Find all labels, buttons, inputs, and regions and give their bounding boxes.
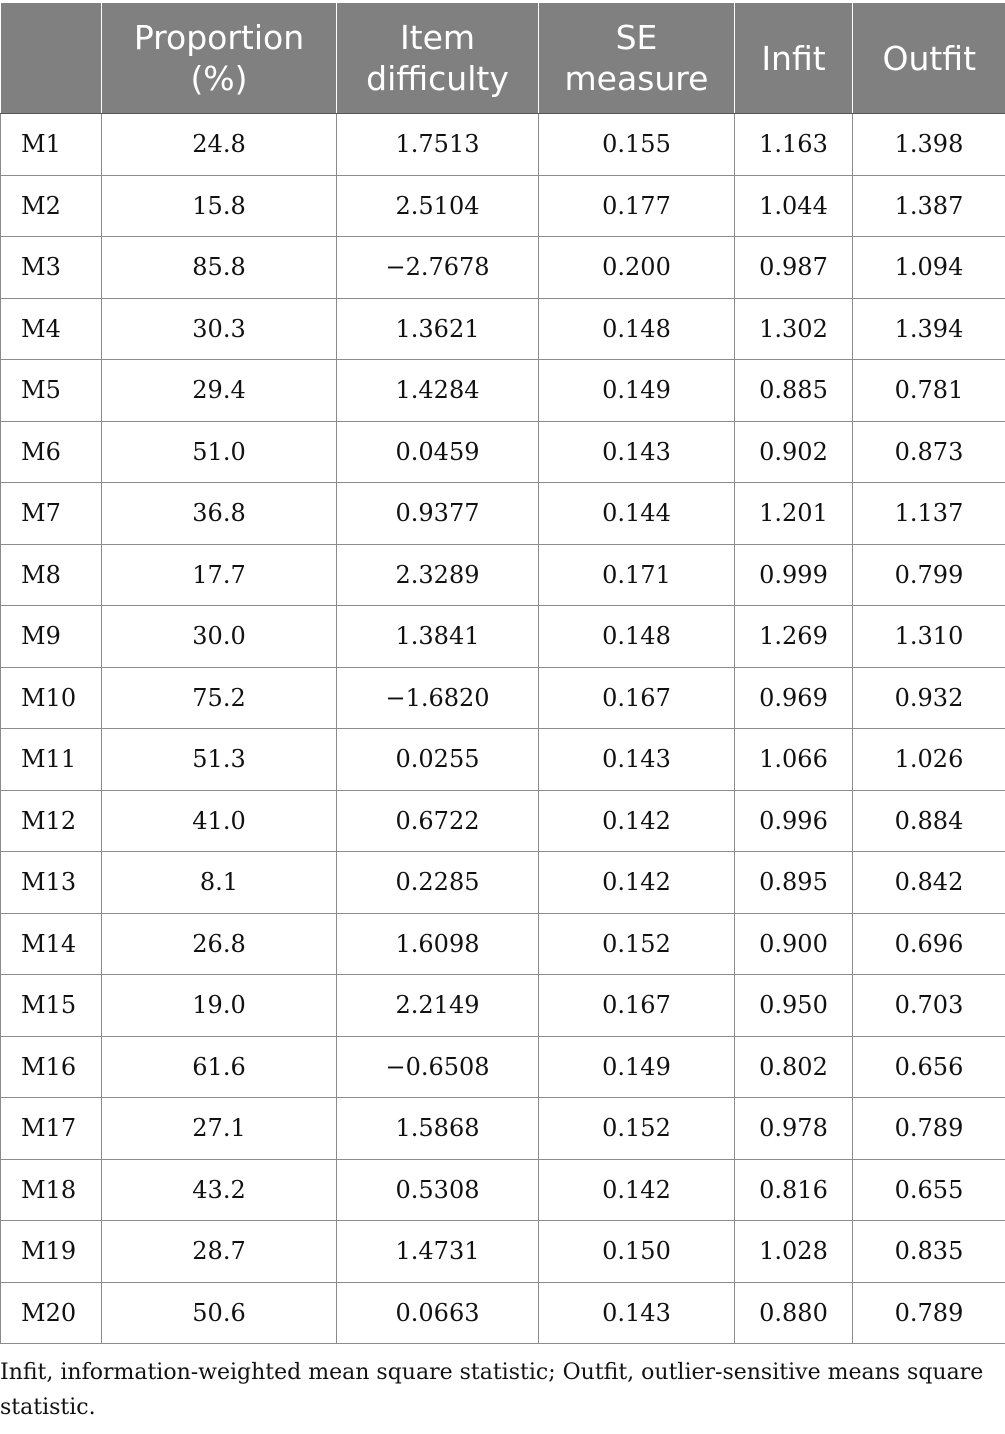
cell-proportion: 17.7	[102, 544, 337, 606]
table-row	[1, 790, 1005, 852]
cell-outfit: 0.799	[853, 544, 1005, 606]
cell-proportion: 85.8	[102, 237, 337, 299]
cell-outfit: 1.137	[853, 483, 1005, 545]
cell-proportion: 50.6	[102, 1282, 337, 1344]
header-proportion-label: Proportion (%)	[133, 18, 305, 98]
cell-item-difficulty: 2.5104	[337, 175, 539, 237]
cell-se-measure: 0.152	[539, 1098, 735, 1160]
cell-item-id: M17	[1, 1098, 102, 1160]
cell-proportion: 29.4	[102, 360, 337, 422]
cell-infit: 1.269	[735, 606, 853, 668]
cell-proportion: 30.0	[102, 606, 337, 668]
cell-se-measure: 0.148	[539, 298, 735, 360]
cell-proportion: 24.8	[102, 114, 337, 176]
cell-proportion: 28.7	[102, 1221, 337, 1283]
cell-item-difficulty: 1.5868	[337, 1098, 539, 1160]
cell-item-difficulty: 1.3621	[337, 298, 539, 360]
cell-outfit: 0.655	[853, 1159, 1005, 1221]
cell-item-id: M11	[1, 729, 102, 791]
cell-outfit: 0.789	[853, 1282, 1005, 1344]
cell-proportion: 27.1	[102, 1098, 337, 1160]
cell-infit: 0.802	[735, 1036, 853, 1098]
table-row	[1, 360, 1005, 422]
cell-se-measure: 0.142	[539, 790, 735, 852]
header-infit: Infit	[735, 3, 853, 114]
table-row	[1, 421, 1005, 483]
table-row	[1, 1282, 1005, 1344]
cell-item-difficulty: 1.7513	[337, 114, 539, 176]
cell-item-difficulty: 2.2149	[337, 975, 539, 1037]
cell-outfit: 1.394	[853, 298, 1005, 360]
table-row	[1, 1221, 1005, 1283]
cell-proportion: 61.6	[102, 1036, 337, 1098]
cell-infit: 1.066	[735, 729, 853, 791]
cell-infit: 0.969	[735, 667, 853, 729]
cell-item-id: M9	[1, 606, 102, 668]
cell-proportion: 43.2	[102, 1159, 337, 1221]
table-header-row	[1, 3, 1005, 114]
cell-outfit: 0.842	[853, 852, 1005, 914]
cell-outfit: 0.932	[853, 667, 1005, 729]
cell-se-measure: 0.142	[539, 852, 735, 914]
cell-item-difficulty: −2.7678	[337, 237, 539, 299]
table-row	[1, 852, 1005, 914]
cell-outfit: 0.789	[853, 1098, 1005, 1160]
cell-item-difficulty: 1.6098	[337, 913, 539, 975]
table-row	[1, 114, 1005, 176]
cell-item-difficulty: 0.0255	[337, 729, 539, 791]
cell-se-measure: 0.143	[539, 729, 735, 791]
cell-item-difficulty: 2.3289	[337, 544, 539, 606]
cell-proportion: 19.0	[102, 975, 337, 1037]
cell-item-difficulty: 0.9377	[337, 483, 539, 545]
cell-item-id: M16	[1, 1036, 102, 1098]
cell-se-measure: 0.149	[539, 1036, 735, 1098]
cell-infit: 0.900	[735, 913, 853, 975]
cell-se-measure: 0.143	[539, 1282, 735, 1344]
cell-outfit: 0.656	[853, 1036, 1005, 1098]
cell-item-difficulty: 0.0459	[337, 421, 539, 483]
cell-item-id: M8	[1, 544, 102, 606]
cell-se-measure: 0.200	[539, 237, 735, 299]
cell-se-measure: 0.171	[539, 544, 735, 606]
cell-item-id: M14	[1, 913, 102, 975]
cell-item-difficulty: −0.6508	[337, 1036, 539, 1098]
cell-se-measure: 0.155	[539, 114, 735, 176]
cell-outfit: 1.094	[853, 237, 1005, 299]
cell-infit: 1.163	[735, 114, 853, 176]
cell-se-measure: 0.143	[539, 421, 735, 483]
cell-item-id: M3	[1, 237, 102, 299]
table-row	[1, 483, 1005, 545]
cell-item-difficulty: 1.4284	[337, 360, 539, 422]
table-row	[1, 237, 1005, 299]
cell-proportion: 26.8	[102, 913, 337, 975]
cell-item-id: M12	[1, 790, 102, 852]
cell-se-measure: 0.150	[539, 1221, 735, 1283]
cell-infit: 0.950	[735, 975, 853, 1037]
header-item-difficulty	[337, 3, 539, 114]
cell-infit: 0.816	[735, 1159, 853, 1221]
cell-item-difficulty: 1.3841	[337, 606, 539, 668]
cell-se-measure: 0.144	[539, 483, 735, 545]
cell-proportion: 15.8	[102, 175, 337, 237]
table-row	[1, 606, 1005, 668]
cell-infit: 0.999	[735, 544, 853, 606]
header-se-measure	[539, 3, 735, 114]
table-row	[1, 1159, 1005, 1221]
cell-outfit: 1.387	[853, 175, 1005, 237]
table-body	[1, 114, 1005, 1344]
cell-item-difficulty: 0.5308	[337, 1159, 539, 1221]
cell-infit: 0.996	[735, 790, 853, 852]
header-item	[1, 3, 102, 114]
cell-infit: 1.302	[735, 298, 853, 360]
cell-infit: 1.044	[735, 175, 853, 237]
cell-item-difficulty: 0.2285	[337, 852, 539, 914]
cell-outfit: 0.835	[853, 1221, 1005, 1283]
table-row	[1, 1098, 1005, 1160]
cell-item-difficulty: 0.6722	[337, 790, 539, 852]
table-row	[1, 298, 1005, 360]
table-row	[1, 1036, 1005, 1098]
cell-proportion: 75.2	[102, 667, 337, 729]
table-row	[1, 175, 1005, 237]
cell-infit: 0.902	[735, 421, 853, 483]
cell-outfit: 0.696	[853, 913, 1005, 975]
table-row	[1, 667, 1005, 729]
cell-se-measure: 0.177	[539, 175, 735, 237]
cell-infit: 1.201	[735, 483, 853, 545]
cell-outfit: 1.026	[853, 729, 1005, 791]
cell-item-id: M6	[1, 421, 102, 483]
cell-se-measure: 0.152	[539, 913, 735, 975]
cell-infit: 0.895	[735, 852, 853, 914]
cell-item-id: M18	[1, 1159, 102, 1221]
cell-item-difficulty: 1.4731	[337, 1221, 539, 1283]
cell-outfit: 0.703	[853, 975, 1005, 1037]
cell-infit: 0.885	[735, 360, 853, 422]
table-footnote: Infit, information-weighted mean square statistic; Outfit, outlier-sensitive means square statistic.	[0, 1360, 984, 1420]
cell-proportion: 36.8	[102, 483, 337, 545]
table-row	[1, 975, 1005, 1037]
cell-item-id: M13	[1, 852, 102, 914]
cell-infit: 0.978	[735, 1098, 853, 1160]
table-row	[1, 544, 1005, 606]
table-row	[1, 913, 1005, 975]
table-row	[1, 729, 1005, 791]
header-proportion	[102, 3, 337, 114]
cell-se-measure: 0.142	[539, 1159, 735, 1221]
header-outfit: Outfit	[853, 3, 1005, 114]
cell-infit: 0.880	[735, 1282, 853, 1344]
header-se-measure-label: SE measure	[564, 18, 709, 98]
cell-proportion: 8.1	[102, 852, 337, 914]
cell-infit: 0.987	[735, 237, 853, 299]
cell-infit: 1.028	[735, 1221, 853, 1283]
item-statistics-table	[0, 3, 1005, 1344]
cell-item-id: M10	[1, 667, 102, 729]
cell-item-id: M4	[1, 298, 102, 360]
cell-outfit: 1.310	[853, 606, 1005, 668]
cell-se-measure: 0.149	[539, 360, 735, 422]
cell-outfit: 0.873	[853, 421, 1005, 483]
cell-proportion: 30.3	[102, 298, 337, 360]
header-item-difficulty-label: Item difficulty	[366, 18, 509, 98]
cell-se-measure: 0.167	[539, 667, 735, 729]
cell-item-id: M2	[1, 175, 102, 237]
cell-outfit: 1.398	[853, 114, 1005, 176]
cell-se-measure: 0.148	[539, 606, 735, 668]
cell-item-id: M15	[1, 975, 102, 1037]
cell-item-difficulty: −1.6820	[337, 667, 539, 729]
cell-se-measure: 0.167	[539, 975, 735, 1037]
cell-item-difficulty: 0.0663	[337, 1282, 539, 1344]
cell-item-id: M5	[1, 360, 102, 422]
cell-proportion: 51.3	[102, 729, 337, 791]
cell-item-id: M20	[1, 1282, 102, 1344]
cell-item-id: M19	[1, 1221, 102, 1283]
cell-proportion: 51.0	[102, 421, 337, 483]
cell-item-id: M7	[1, 483, 102, 545]
cell-outfit: 0.884	[853, 790, 1005, 852]
cell-outfit: 0.781	[853, 360, 1005, 422]
cell-proportion: 41.0	[102, 790, 337, 852]
cell-item-id: M1	[1, 114, 102, 176]
